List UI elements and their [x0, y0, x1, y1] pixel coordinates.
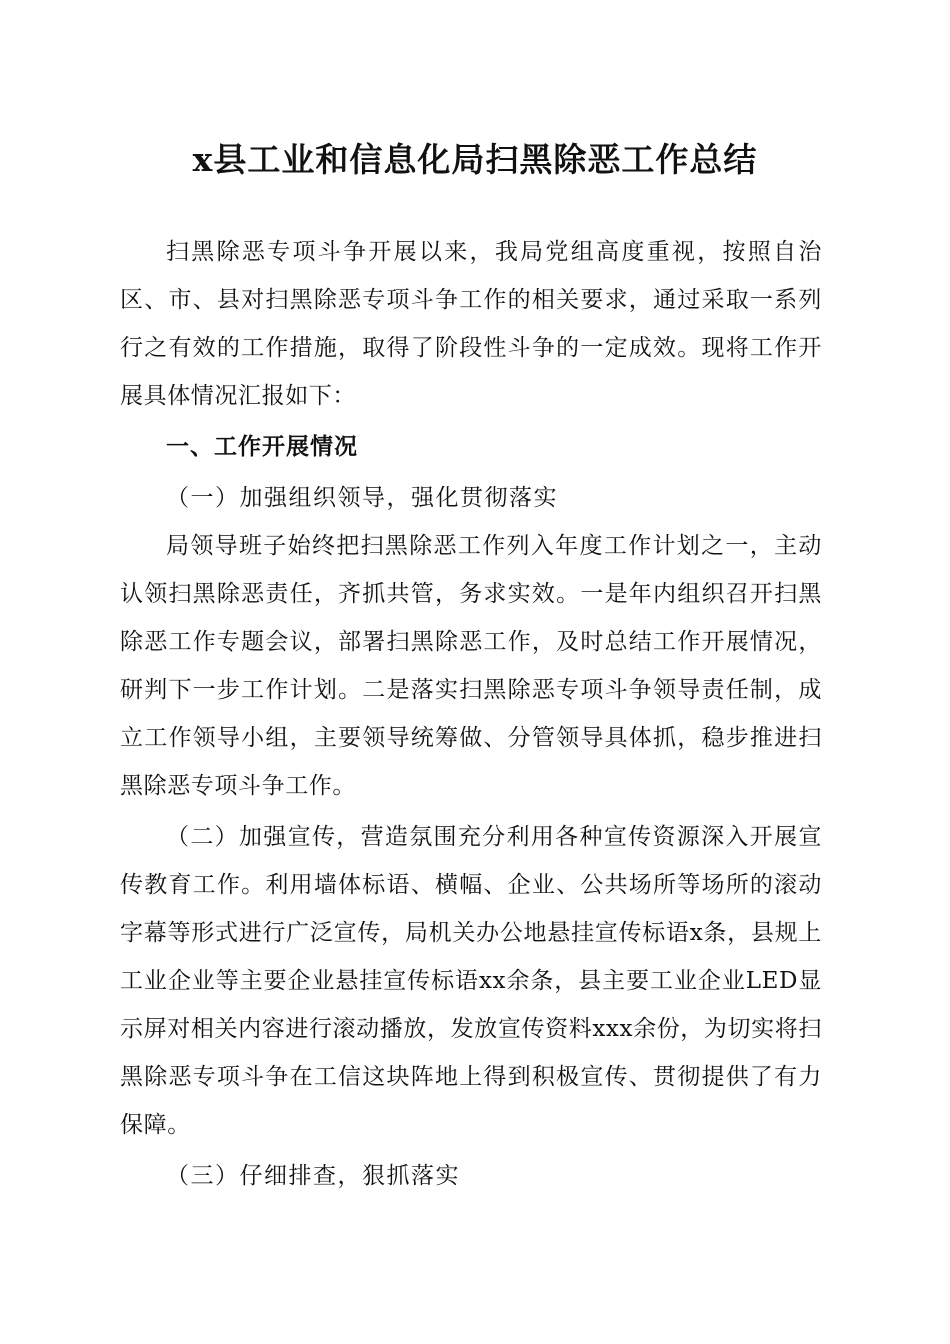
sub1-paragraph: 局领导班子始终把扫黑除恶工作列入年度工作计划之一，主动认领扫黑除恶责任，齐抓共管，务求实效。一是年内组织召开扫黑除恶工作专题会议，部署扫黑除恶工作，及时总结工作开展情况，研判下一步工作计划。二是落实扫黑除恶专项斗争领导责任制，成立工作领导小组，主要领导统筹做、分管领导具体抓，稳步推进扫黑除恶专项斗争工作。 [120, 533, 822, 799]
document-body [120, 228, 822, 1200]
sub-heading-3: （三）仔细排查，狠抓落实 [166, 1163, 460, 1189]
intro-paragraph: 扫黑除恶专项斗争开展以来，我局党组高度重视，按照自治区、市、县对扫黑除恶专项斗争工作的相关要求，通过采取一系列行之有效的工作措施，取得了阶段性斗争的一定成效。现将工作开展具体情况汇报如下： [120, 239, 822, 409]
document-title: x县工业和信息化局扫黑除恶工作总结 [192, 140, 758, 179]
section-heading-1: 一、工作开展情况 [166, 434, 358, 460]
sub2-paragraph: （二）加强宣传，营造氛围充分利用各种宣传资源深入开展宣传教育工作。利用墙体标语、横幅、企业、公共场所等场所的滚动字幕等形式进行广泛宣传，局机关办公地悬挂宣传标语x条，县规上工业企业等主要企业悬挂宣传标语xx余条，县主要工业企业LED显示屏对相关内容进行滚动播放，发放宣传资料xxx余份，为切实将扫黑除恶专项斗争在工信这块阵地上得到积极宣传、贯彻提供了有力保障。 [120, 824, 822, 1138]
sub-heading-1: （一）加强组织领导，强化贯彻落实 [166, 485, 558, 511]
